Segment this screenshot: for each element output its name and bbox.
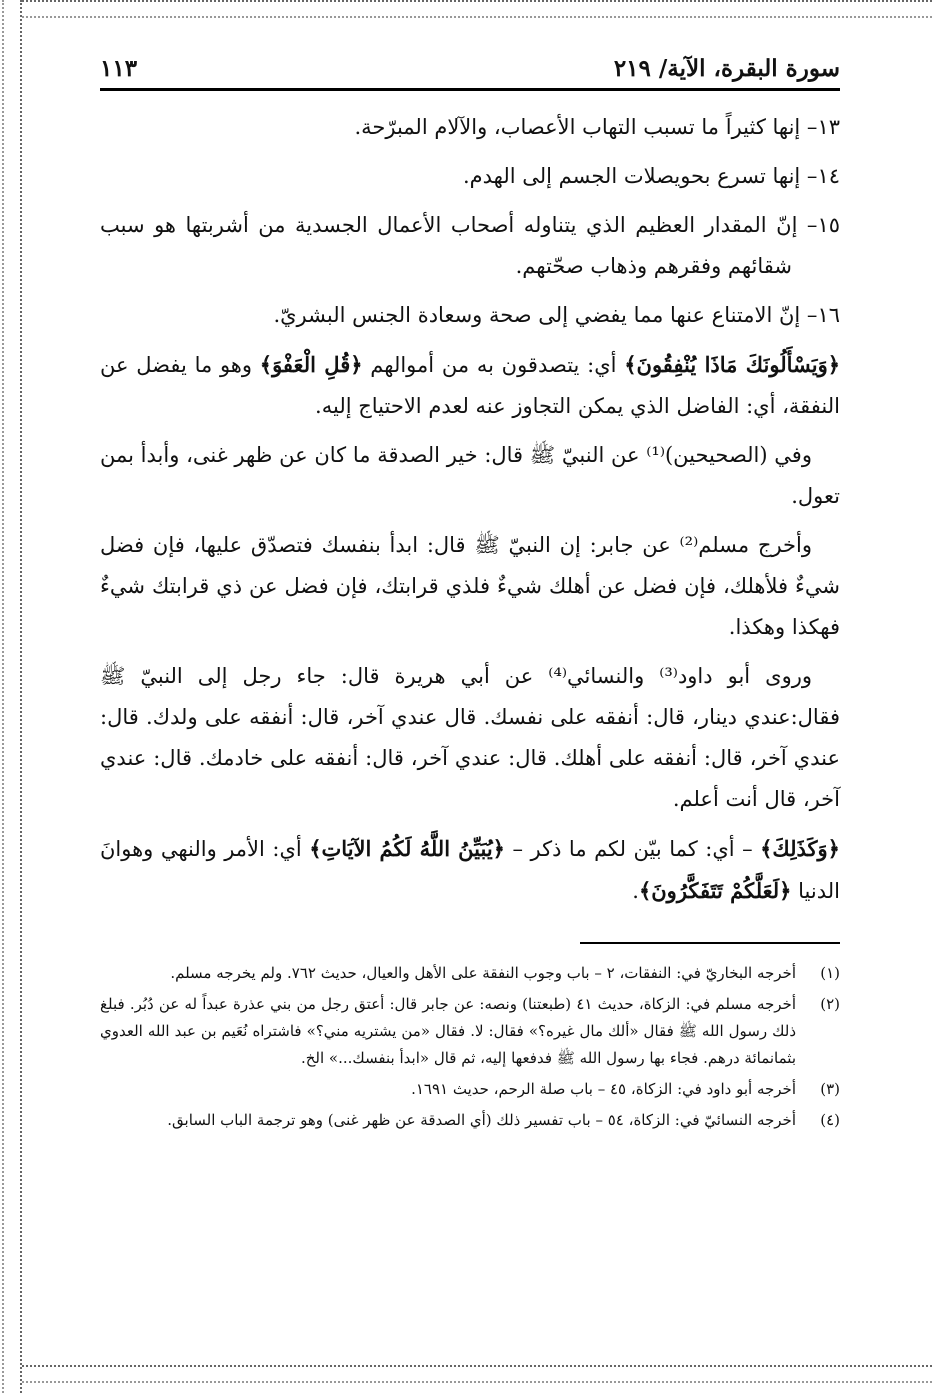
decorative-border-left xyxy=(2,0,22,1393)
footnote xyxy=(100,1107,840,1134)
list-item: ١٥– إنّ المقدار العظيم الذي يتناوله أصحاب الأعمال الجسدية من أشربتها هو سبب شقائهم وفقرهم وذهاب صحّتهم. xyxy=(100,213,840,278)
decorative-border-top xyxy=(22,0,932,18)
footnote-number: (٢) xyxy=(820,995,840,1013)
footnote-number: (١) xyxy=(820,964,840,982)
paragraph-text: . xyxy=(632,879,639,903)
list-item: ١٦– إنّ الامتناع عنها مما يفضي إلى صحة وسعادة الجنس البشريّ. xyxy=(273,303,840,327)
header-title: سورة البقرة، الآية/ ٢١٩ xyxy=(613,55,840,82)
paragraph-text: – أي: كما بيّن لكم ما ذكر – xyxy=(504,837,761,861)
main-text xyxy=(100,107,840,912)
decorative-border-bottom xyxy=(22,1365,932,1383)
quran-quote: ﴿يُبَيِّنُ اللَّهُ لَكُمُ الآيَاتِ﴾ xyxy=(309,836,505,861)
paragraph-hadith-sahihayn: وفي (الصحيحين)⁽¹⁾ عن النبيّ ﷺ قال: خير الصدقة ما كان عن ظهر غنى، وأبدأ بمن تعول. xyxy=(100,443,840,508)
list-item: ١٤– إنها تسرع بحويصلات الجسم إلى الهدم. xyxy=(462,164,840,188)
footnote-text: أخرجه البخاريّ في: النفقات، ٢ – باب وجوب النفقة على الأهل والعيال، حديث ٧٦٢. ولم يخرجه مسلم. xyxy=(170,964,796,982)
footnote xyxy=(100,960,840,987)
book-page xyxy=(100,55,840,1138)
footnote-text: أخرجه النسائيّ في: الزكاة، ٥٤ – باب تفسير ذلك (أي الصدقة عن ظهر غنى) وهو ترجمة الباب السابق. xyxy=(167,1111,796,1129)
quran-quote: ﴿وَكَذَلِكَ﴾ xyxy=(760,836,840,861)
paragraph-text: أي: يتصدقون به من أموالهم xyxy=(362,353,625,377)
quran-quote: ﴿وَيَسْأَلُونَكَ مَاذَا يُنْفِقُونَ﴾ xyxy=(624,352,841,377)
footnote-number: (٣) xyxy=(820,1080,840,1098)
footnote-text: أخرجه أبو داود في: الزكاة، ٤٥ – باب صلة الرحم، حديث ١٦٩١. xyxy=(411,1080,796,1098)
footnote-separator xyxy=(580,942,840,944)
running-header xyxy=(100,55,840,91)
paragraph-text: أي: الأمر والنهي وهوانَ الدنيا xyxy=(100,837,840,903)
list-item: ١٣– إنها كثيراً ما تسبب التهاب الأعصاب، والآلام المبرّحة. xyxy=(354,115,840,139)
paragraph-hadith-muslim: وأخرج مسلم⁽²⁾ عن جابر: إن النبيّ ﷺ قال: ابدأ بنفسك فتصدّق عليها، فإن فضل شيءٌ فلأهلك، فإن فضل عن أهلك شيءٌ فلذي قرابتك، فإن فضل عن ذي قرابتك شيءٌ فهكذا وهكذا. xyxy=(100,533,840,639)
page-number: ١١٣ xyxy=(100,55,138,82)
paragraph-hadith-abu-dawud: وروى أبو داود⁽³⁾ والنسائي⁽⁴⁾ عن أبي هريرة قال: جاء رجل إلى النبيّ ﷺ فقال:عندي دينار، قال: أنفقه على نفسك. قال عندي آخر، قال: أنفقه على ولدك. قال: عندي آخر، قال: أنفقه على أهلك. قال: عندي آخر، قال: أنفقه على خادمك. قال: عندي آخر، قال أنت أعلم. xyxy=(100,664,840,811)
quran-quote: ﴿قُلِ الْعَفْوَ﴾ xyxy=(259,352,363,377)
footnote-number: (٤) xyxy=(820,1111,840,1129)
paragraph-text: وهو ما يفضل عن النفقة، أي: الفاضل الذي يمكن التجاوز عنه لعدم الاحتياج إليه. xyxy=(100,353,840,418)
footnote xyxy=(100,1076,840,1103)
quran-quote: ﴿لَعَلَّكُمْ تَتَفَكَّرُونَ﴾ xyxy=(638,878,792,903)
footnote-text: أخرجه مسلم في: الزكاة، حديث ٤١ (طبعتنا) ونصه: عن جابر قال: أعتق رجل من بني عذرة عبداً له عن دُبُر. فبلغ ذلك رسول الله ﷺ فقال «ألك مال غيره؟» فقال: لا. فقال «من يشتريه مني؟» فاشتراه نُعَيم بن عبد الله العدوي بثمانمائة درهم. فجاء بها رسول الله ﷺ فدفعها إليه، ثم قال «ابدأ بنفسك...» الخ. xyxy=(100,995,796,1067)
footnote xyxy=(100,991,840,1072)
paragraph-verse-commentary xyxy=(100,344,840,427)
footnotes xyxy=(100,960,840,1134)
paragraph-verse-conclusion xyxy=(100,828,840,912)
